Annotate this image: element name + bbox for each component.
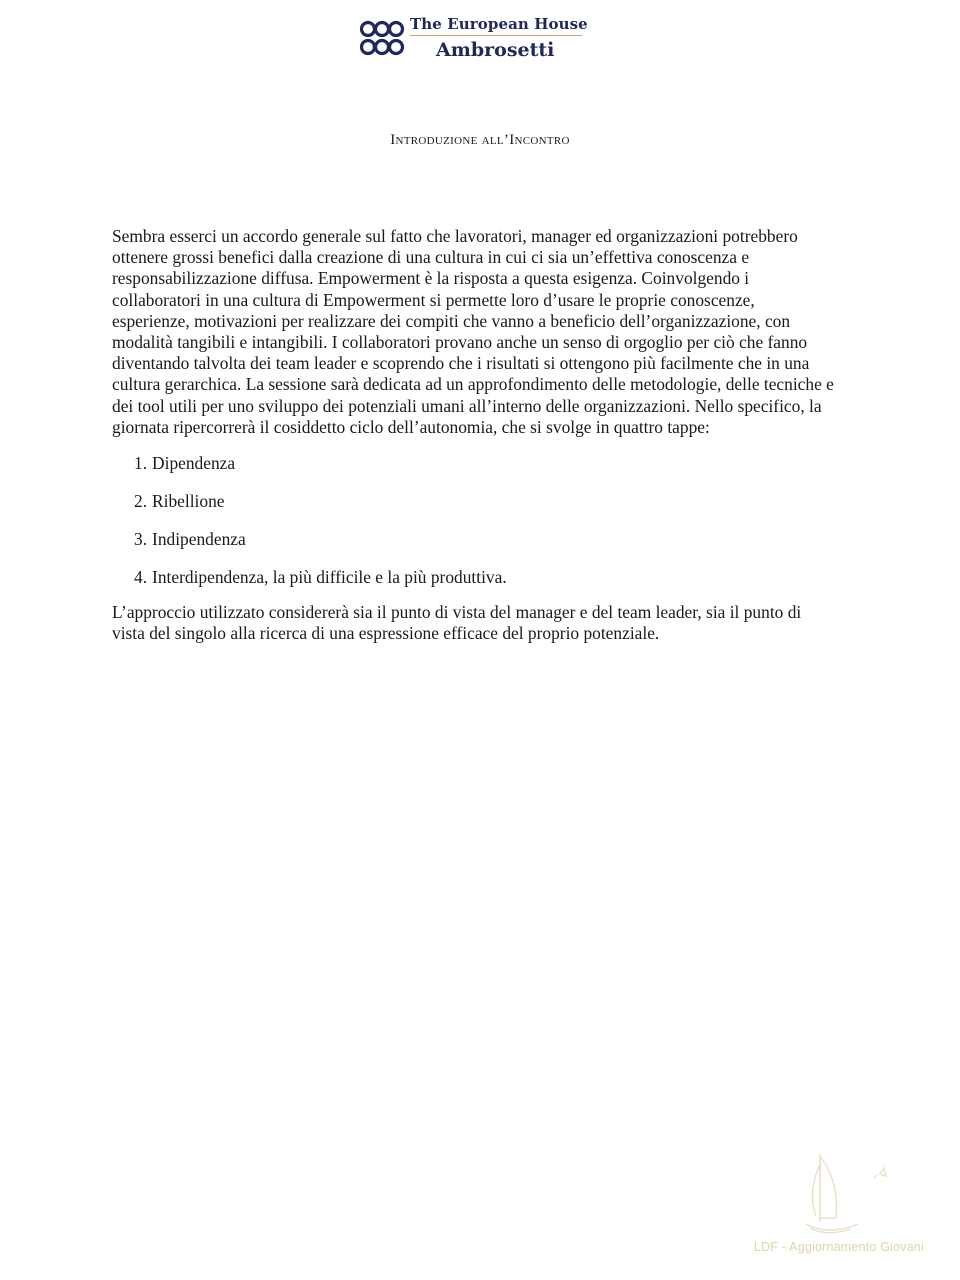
logo-line-1: The European House	[410, 15, 588, 33]
list-item-number: 1.	[134, 453, 148, 474]
list-item-number: 2.	[134, 491, 148, 512]
closing-paragraph: L’approccio utilizzato considererà sia il punto di vista del manager e del team leader, sia il punto di vista del singolo alla ricerca di una espressione efficace del proprio potenziale.	[112, 602, 802, 644]
list-item-text: Interdipendenza, la più difficile e la più produttiva.	[152, 567, 507, 588]
list-item	[134, 528, 834, 550]
list-item-text: Ribellione	[152, 491, 225, 512]
list-item-text: Indipendenza	[152, 529, 246, 550]
section-title: Introduzione all’Incontro	[390, 132, 570, 148]
list-item	[134, 452, 834, 474]
autonomy-cycle-list	[112, 452, 834, 588]
list-item-text: Dipendenza	[152, 453, 236, 474]
document-body	[112, 226, 834, 644]
header-logo	[356, 14, 596, 70]
list-item	[134, 490, 834, 512]
list-item	[134, 566, 834, 588]
logo-wordmark	[410, 14, 590, 62]
logo-line-2: Ambrosetti	[436, 39, 555, 61]
list-item-number: 4.	[134, 567, 148, 588]
ambrosetti-logo-icon	[356, 18, 408, 60]
list-item-number: 3.	[134, 529, 148, 550]
sailboat-icon	[800, 1148, 900, 1238]
intro-paragraph: Sembra esserci un accordo generale sul fatto che lavoratori, manager ed organizzazioni potrebbero ottenere grossi benefici dalla creazione di una cultura in cui ci sia un’effettiva conoscenza e responsabilizzazione diffusa. Empowerment è la risposta a questa esigenza. Coinvolgendo i collaboratori in una cultura di Empowerment si permette loro d’usare le proprie conoscenze, esperienze, motivazioni per realizzare dei compiti che vanno a beneficio dell’organizzazione, con modalità tangibili e intangibili. I collaboratori provano anche un senso di orgoglio per ciò che fanno diventando talvolta dei team leader e scoprendo che i risultati si ottengono più facilmente che in una cultura gerarchica. La sessione sarà dedicata ad un approfondimento delle metodologie, delle tecniche e dei tool utili per uno sviluppo dei potenziali umani all’interno delle organizzazioni. Nello specifico, la giornata ripercorrerà il cosiddetto ciclo dell’autonomia, che si svolge in quattro tappe:	[112, 226, 834, 437]
logo-divider	[410, 35, 582, 36]
footer-text: LDF - Aggiornamento Giovani	[753, 1240, 924, 1254]
